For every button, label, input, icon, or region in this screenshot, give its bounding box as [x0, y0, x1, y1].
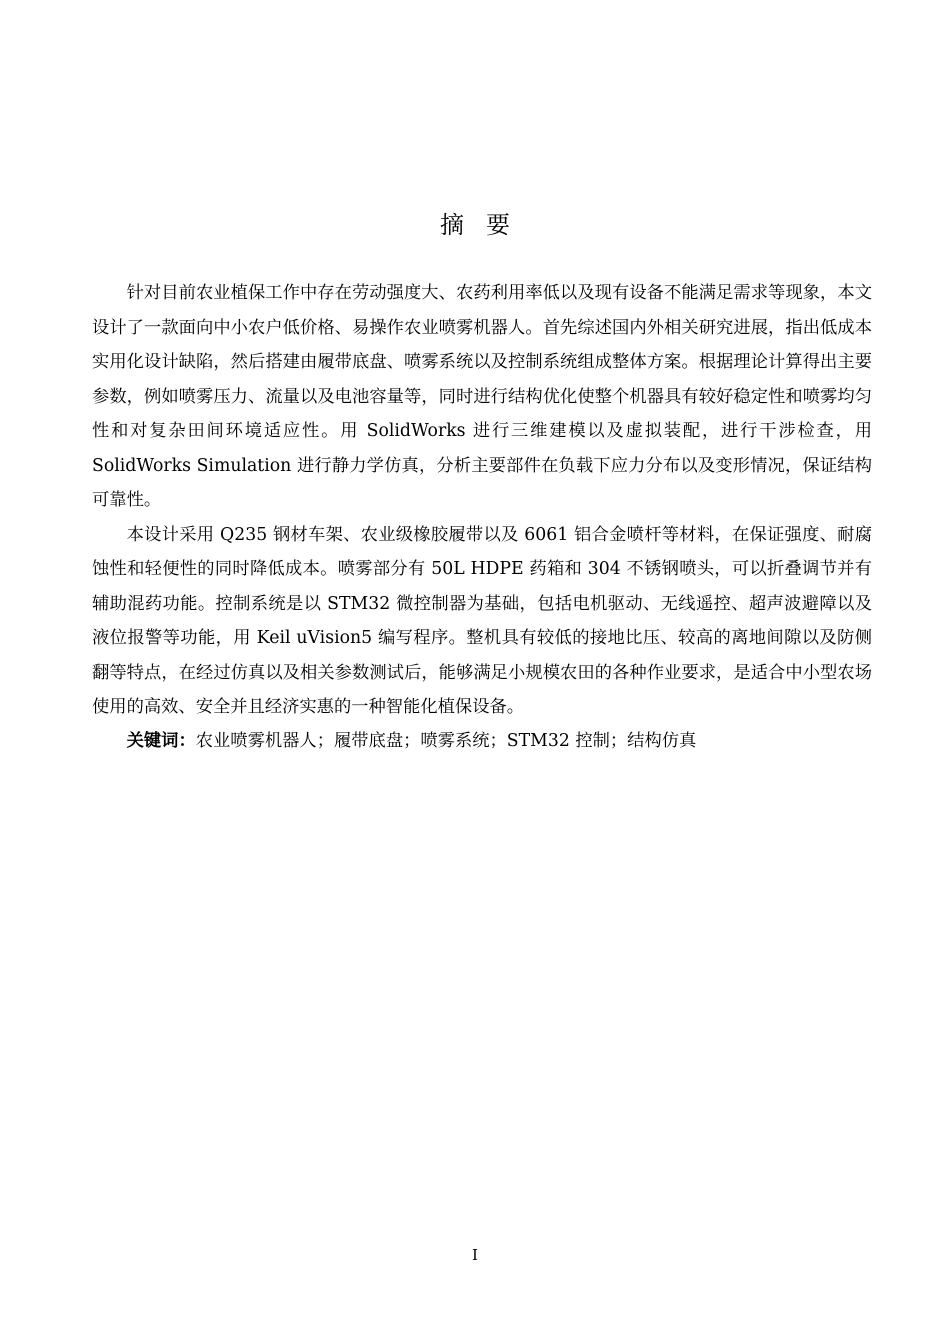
- keywords-text: 农业喷雾机器人；履带底盘；喷雾系统；STM32 控制；结构仿真: [195, 731, 697, 751]
- keywords-label: 关键词：: [126, 731, 196, 751]
- keywords-line: [92, 724, 872, 758]
- abstract-paragraph-1: 针对目前农业植保工作中存在劳动强度大、农药利用率低以及现有设备不能满足需求等现象，本文设计了一款面向中小农户低价格、易操作农业喷雾机器人。首先综述国内外相关研究进展，指出低成本实用化设计缺陷，然后搭建由履带底盘、喷雾系统以及控制系统组成整体方案。根据理论计算得出主要参数，例如喷雾压力、流量以及电池容量等，同时进行结构优化使整个机器具有较好稳定性和喷雾均匀性和对复杂田间环境适应性。用 SolidWorks 进行三维建模以及虚拟装配，进行干涉检查，用 SolidWorks Simulation 进行静力学仿真，分析主要部件在负载下应力分布以及变形情况，保证结构可靠性。: [92, 283, 872, 510]
- abstract-body: [92, 276, 872, 725]
- abstract-title: 摘要: [440, 211, 532, 239]
- page-number: I: [472, 1246, 478, 1264]
- abstract-paragraph-2: 本设计采用 Q235 钢材车架、农业级橡胶履带以及 6061 铝合金喷杆等材料，在保证强度、耐腐蚀性和轻便性的同时降低成本。喷雾部分有 50L HDPE 药箱和 304 不锈钢喷头，可以折叠调节并有辅助混药功能。控制系统是以 STM32 微控制器为基础，包括电机驱动、无线遥控、超声波避障以及液位报警等功能，用 Keil uVision5 编写程序。整机具有较低的接地比压、较高的离地间隙以及防侧翻等特点，在经过仿真以及相关参数测试后，能够满足小规模农田的各种作业要求，是适合中小型农场使用的高效、安全并且经济实惠的一种智能化植保设备。: [92, 524, 872, 717]
